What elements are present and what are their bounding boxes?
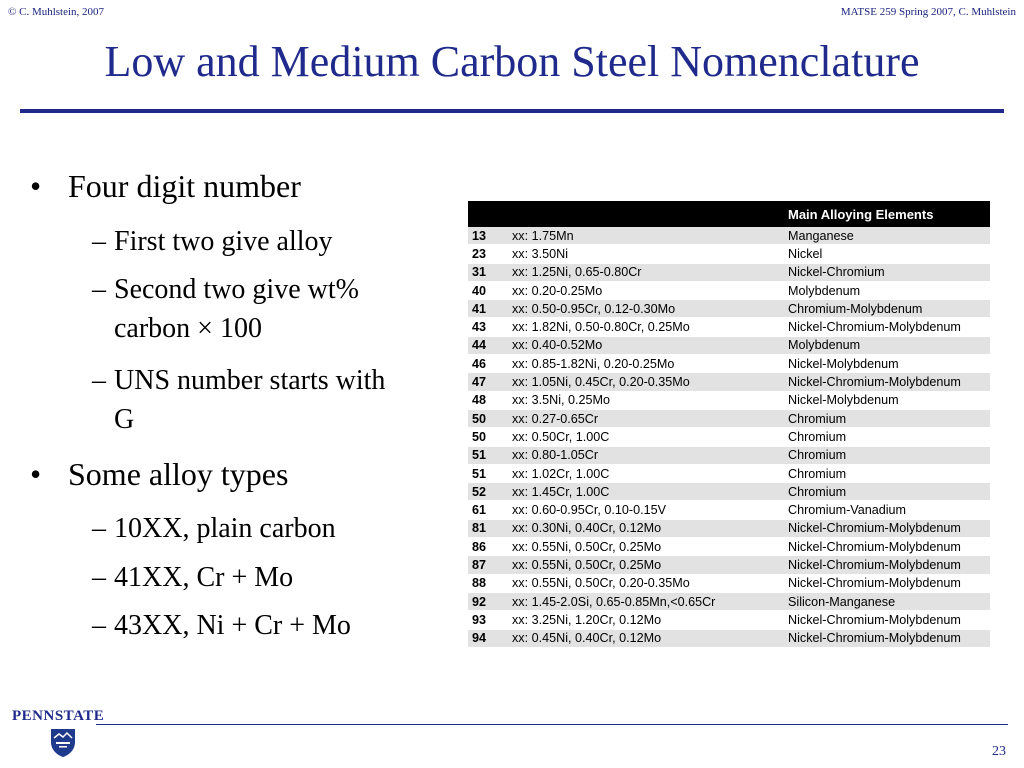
composition-cell: xx: 1.25Ni, 0.65-0.80Cr — [512, 263, 778, 281]
composition-cell: xx: 0.85-1.82Ni, 0.20-0.25Mo — [512, 355, 778, 373]
element-cell: Nickel-Chromium-Molybdenum — [778, 574, 990, 592]
alloy-table — [468, 201, 990, 648]
alloy-code-cell: 86 — [468, 538, 512, 556]
composition-cell: xx: 1.05Ni, 0.45Cr, 0.20-0.35Mo — [512, 373, 778, 391]
element-cell: Chromium — [778, 483, 990, 501]
sub-bullet-dash: – — [92, 610, 106, 641]
alloy-code-cell: 23 — [468, 245, 512, 263]
alloy-code-cell: 46 — [468, 355, 512, 373]
composition-cell: xx: 0.55Ni, 0.50Cr, 0.25Mo — [512, 556, 778, 574]
composition-cell: xx: 1.45-2.0Si, 0.65-0.85Mn,<0.65Cr — [512, 592, 778, 610]
composition-cell: xx: 0.40-0.52Mo — [512, 336, 778, 354]
alloy-code-cell: 51 — [468, 446, 512, 464]
pennstate-logo-text: PENNSTATE — [12, 708, 105, 724]
composition-cell: xx: 0.80-1.05Cr — [512, 446, 778, 464]
page-number: 23 — [992, 744, 1006, 759]
alloy-code-cell: 47 — [468, 373, 512, 391]
alloy-code-cell: 93 — [468, 611, 512, 629]
sub-bullet-text: 10XX, plain carbon — [114, 513, 336, 544]
table-row — [468, 611, 990, 629]
table-row — [468, 300, 990, 318]
footer-rule — [96, 724, 1008, 725]
table-row — [468, 574, 990, 592]
table-row — [468, 629, 990, 647]
element-cell: Chromium — [778, 409, 990, 427]
table-row — [468, 245, 990, 263]
table-row — [468, 336, 990, 354]
element-cell: Silicon-Manganese — [778, 592, 990, 610]
alloy-code-cell: 40 — [468, 281, 512, 299]
table-row — [468, 318, 990, 336]
element-cell: Nickel-Chromium-Molybdenum — [778, 519, 990, 537]
element-cell: Chromium — [778, 446, 990, 464]
bullet-dot: • — [30, 456, 42, 492]
sub-bullet-dash: – — [92, 562, 106, 593]
composition-cell: xx: 3.50Ni — [512, 245, 778, 263]
element-cell: Chromium-Molybdenum — [778, 300, 990, 318]
bullet-text: Some alloy types — [68, 456, 289, 492]
composition-cell: xx: 1.82Ni, 0.50-0.80Cr, 0.25Mo — [512, 318, 778, 336]
alloy-code-cell: 87 — [468, 556, 512, 574]
composition-cell: xx: 3.25Ni, 1.20Cr, 0.12Mo — [512, 611, 778, 629]
element-cell: Nickel-Chromium-Molybdenum — [778, 611, 990, 629]
sub-bullet-dash: – — [92, 226, 106, 257]
table-row — [468, 592, 990, 610]
element-cell: Nickel-Chromium-Molybdenum — [778, 629, 990, 647]
element-cell: Manganese — [778, 227, 990, 245]
alloy-code-cell: 41 — [468, 300, 512, 318]
table-row — [468, 556, 990, 574]
table-row — [468, 483, 990, 501]
table-header-cell: Main Alloying Elements — [778, 201, 990, 227]
bullet-dot: • — [30, 168, 42, 204]
element-cell: Chromium — [778, 428, 990, 446]
alloy-code-cell: 81 — [468, 519, 512, 537]
element-cell: Nickel — [778, 245, 990, 263]
composition-cell: xx: 3.5Ni, 0.25Mo — [512, 391, 778, 409]
composition-cell: xx: 0.20-0.25Mo — [512, 281, 778, 299]
alloy-code-cell: 13 — [468, 227, 512, 245]
table-row — [468, 227, 990, 245]
composition-cell: xx: 0.60-0.95Cr, 0.10-0.15V — [512, 501, 778, 519]
sub-bullet-text: 43XX, Ni + Cr + Mo — [114, 610, 351, 641]
element-cell: Nickel-Molybdenum — [778, 391, 990, 409]
alloy-code-cell: 52 — [468, 483, 512, 501]
alloy-code-cell: 44 — [468, 336, 512, 354]
table-header-cell — [512, 201, 778, 227]
alloy-code-cell: 50 — [468, 409, 512, 427]
element-cell: Nickel-Chromium-Molybdenum — [778, 373, 990, 391]
sub-bullet-text: Second two give wt% carbon × 100 — [114, 274, 359, 344]
composition-cell: xx: 1.02Cr, 1.00C — [512, 464, 778, 482]
composition-cell: xx: 0.55Ni, 0.50Cr, 0.20-0.35Mo — [512, 574, 778, 592]
sub-bullet-text: UNS number starts with G — [114, 365, 386, 435]
sub-bullet-text: 41XX, Cr + Mo — [114, 562, 294, 593]
table-row — [468, 446, 990, 464]
composition-cell: xx: 0.50Cr, 1.00C — [512, 428, 778, 446]
table-row — [468, 409, 990, 427]
composition-cell: xx: 1.45Cr, 1.00C — [512, 483, 778, 501]
element-cell: Nickel-Chromium-Molybdenum — [778, 318, 990, 336]
table-row — [468, 519, 990, 537]
alloy-code-cell: 88 — [468, 574, 512, 592]
composition-cell: xx: 0.55Ni, 0.50Cr, 0.25Mo — [512, 538, 778, 556]
table-row — [468, 281, 990, 299]
alloy-code-cell: 94 — [468, 629, 512, 647]
table-row — [468, 501, 990, 519]
sub-bullet-text: First two give alloy — [114, 226, 333, 257]
element-cell: Nickel-Molybdenum — [778, 355, 990, 373]
table-header-row — [468, 201, 990, 227]
alloy-code-cell: 48 — [468, 391, 512, 409]
alloy-code-cell: 92 — [468, 592, 512, 610]
table-row — [468, 373, 990, 391]
composition-cell: xx: 1.75Mn — [512, 227, 778, 245]
table-row — [468, 464, 990, 482]
alloy-code-cell: 31 — [468, 263, 512, 281]
pennstate-shield-icon — [50, 728, 76, 763]
composition-cell: xx: 0.27-0.65Cr — [512, 409, 778, 427]
alloy-code-cell: 61 — [468, 501, 512, 519]
sub-bullet-dash: – — [92, 274, 106, 305]
table-row — [468, 428, 990, 446]
composition-cell: xx: 0.30Ni, 0.40Cr, 0.12Mo — [512, 519, 778, 537]
bullet-text: Four digit number — [68, 168, 301, 204]
element-cell: Molybdenum — [778, 336, 990, 354]
table-row — [468, 391, 990, 409]
table-row — [468, 263, 990, 281]
element-cell: Nickel-Chromium-Molybdenum — [778, 556, 990, 574]
element-cell: Nickel-Chromium-Molybdenum — [778, 538, 990, 556]
composition-cell: xx: 0.50-0.95Cr, 0.12-0.30Mo — [512, 300, 778, 318]
alloy-code-cell: 43 — [468, 318, 512, 336]
title-rule — [20, 109, 1004, 113]
table-row — [468, 538, 990, 556]
element-cell: Chromium-Vanadium — [778, 501, 990, 519]
composition-cell: xx: 0.45Ni, 0.40Cr, 0.12Mo — [512, 629, 778, 647]
element-cell: Chromium — [778, 464, 990, 482]
header-right: MATSE 259 Spring 2007, C. Muhlstein — [840, 6, 1016, 18]
sub-bullet-dash: – — [92, 513, 106, 544]
alloy-code-cell: 50 — [468, 428, 512, 446]
element-cell: Molybdenum — [778, 281, 990, 299]
slide-title: Low and Medium Carbon Steel Nomenclature — [104, 37, 920, 86]
sub-bullet-dash: – — [92, 365, 106, 396]
element-cell: Nickel-Chromium — [778, 263, 990, 281]
alloy-code-cell: 51 — [468, 464, 512, 482]
table-row — [468, 355, 990, 373]
table-header-cell — [468, 201, 512, 227]
header-left: © C. Muhlstein, 2007 — [8, 6, 105, 18]
